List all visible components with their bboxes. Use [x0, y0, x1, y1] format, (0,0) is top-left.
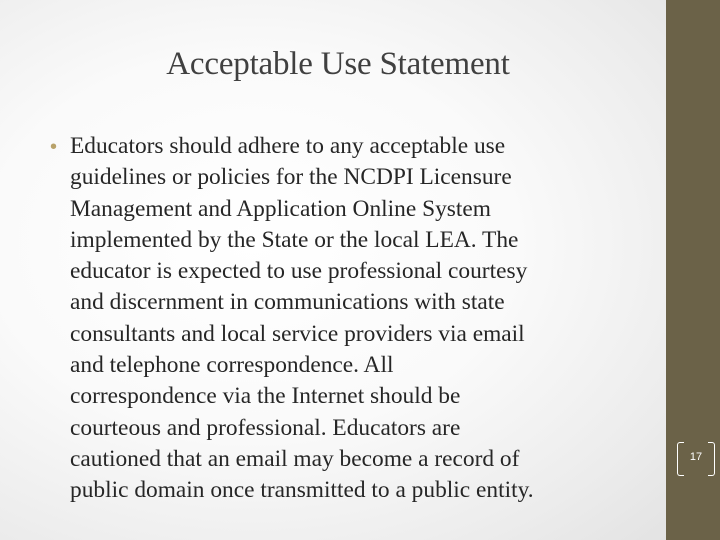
- bullet-text: Educators should adhere to any acceptable use guidelines or policies for the NCDPI Licensure Management and Application Online System implemented by the State or the local LEA. The educator is expected to use professional courtesy and discernment in communications with state consultants and local service providers via email and telephone correspondence. All correspondence via the Internet should be courteous and professional. Educators are cautioned that an email may become a record of public domain once transmitted to a public entity.: [70, 133, 534, 504]
- bullet-marker: •: [50, 136, 58, 158]
- page-number-badge: [677, 442, 715, 476]
- page-number: 17: [689, 451, 703, 463]
- slide-title: Acceptable Use Statement: [166, 46, 510, 82]
- bullet-item: [50, 131, 640, 507]
